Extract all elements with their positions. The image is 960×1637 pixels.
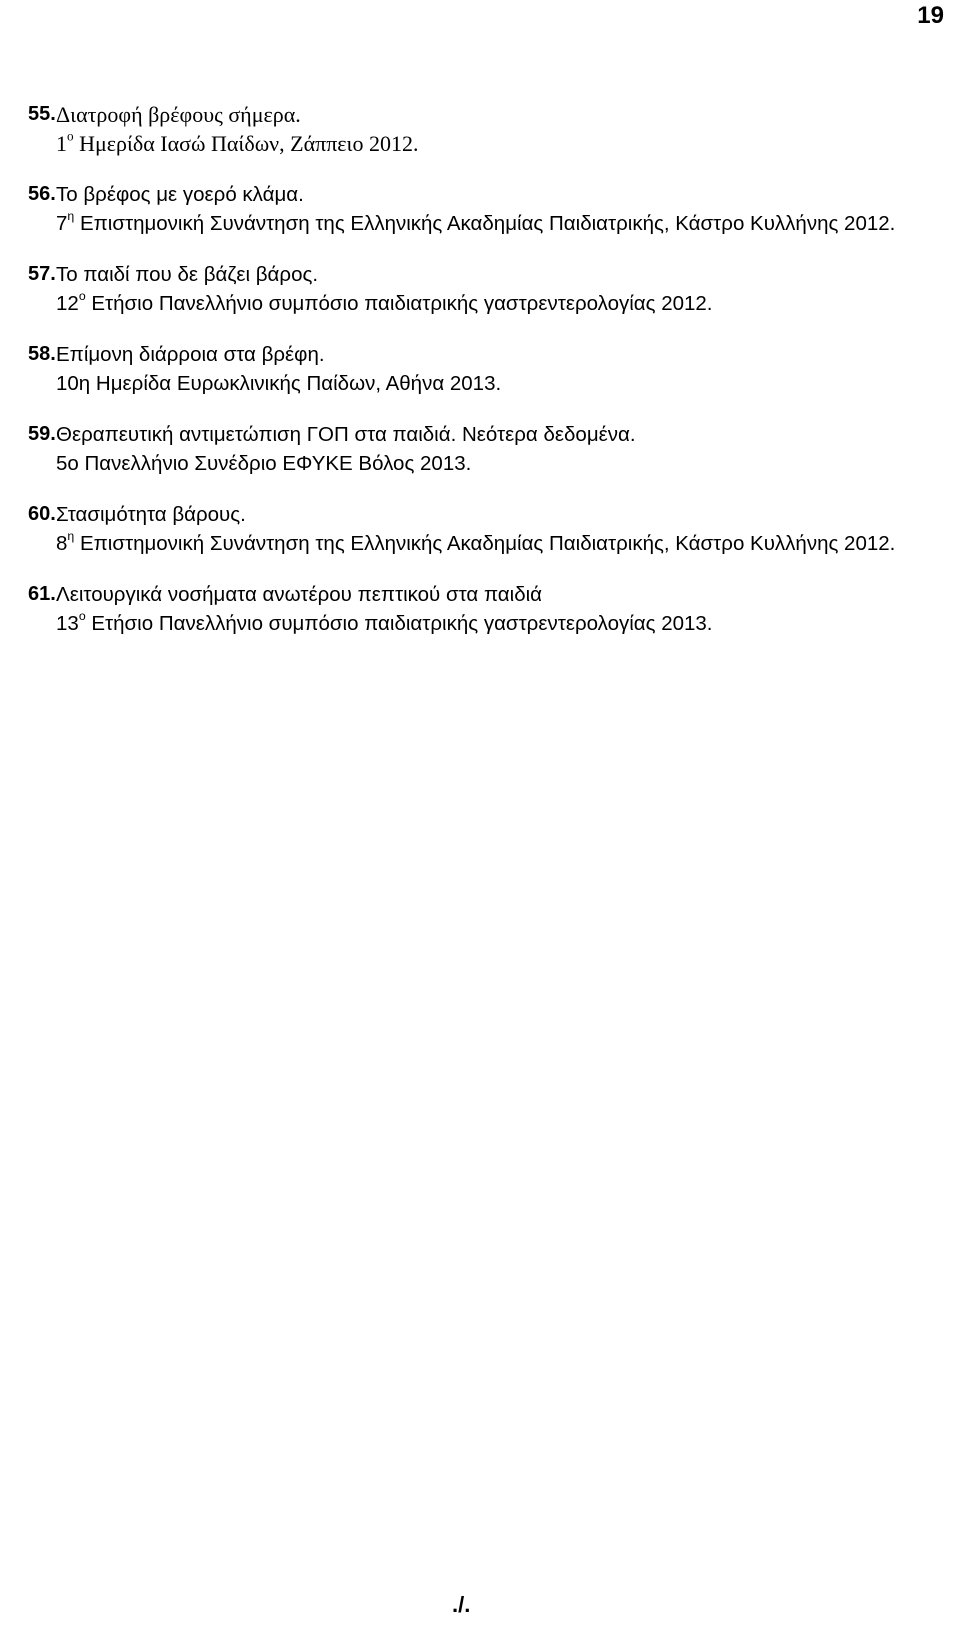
venue-ordinal-suffix: η — [67, 529, 75, 544]
entry-venue — [56, 209, 938, 238]
entry-number: 61. — [28, 583, 56, 605]
list-item — [28, 580, 938, 638]
closing-mark: ./. — [452, 1592, 471, 1617]
entry-number: 55. — [28, 103, 56, 125]
entry-title: Επίμονη διάρροια στα βρέφη. — [56, 343, 325, 366]
entry-title: Στασιμότητα βάρους. — [56, 503, 246, 526]
list-item — [28, 500, 938, 558]
entry-number: 56. — [28, 183, 56, 205]
venue-name: Επιστημονική Συνάντηση της Ελληνικής Ακαδημίας Παιδιατρικής, Κάστρο Κυλλήνης 2012. — [74, 212, 896, 235]
venue-name: Επιστημονική Συνάντηση της Ελληνικής Ακαδημίας Παιδιατρικής, Κάστρο Κυλλήνης 2012. — [74, 532, 896, 555]
list-item — [28, 180, 938, 238]
venue-ordinal: 1 — [56, 131, 67, 156]
list-item — [28, 100, 938, 158]
entry-venue — [56, 609, 938, 638]
entry-venue: 10η Ημερίδα Ευρωκλινικής Παίδων, Αθήνα 2013. — [56, 372, 502, 395]
venue-ordinal: 12 — [56, 292, 79, 315]
venue-ordinal-suffix: ο — [78, 609, 86, 624]
list-item — [28, 420, 938, 478]
entry-title: Το βρέφος με γοερό κλάμα. — [56, 183, 304, 206]
entry-venue — [56, 529, 938, 558]
page-number: 19 — [917, 2, 944, 29]
venue-name: Ετήσιο Πανελλήνιο συμπόσιο παιδιατρικής γαστρεντερολογίας 2013. — [85, 612, 713, 635]
venue-name: Ετήσιο Πανελλήνιο συμπόσιο παιδιατρικής γαστρεντερολογίας 2012. — [85, 292, 713, 315]
venue-ordinal-suffix: ο — [67, 128, 74, 144]
entry-venue — [56, 129, 938, 158]
entry-venue: 5ο Πανελλήνιο Συνέδριο ΕΦΥΚΕ Βόλος 2013. — [56, 452, 472, 475]
venue-name: Ημερίδα Ιασώ Παίδων, Ζάππειο 2012. — [73, 131, 419, 156]
venue-ordinal: 8 — [56, 532, 68, 555]
entry-number: 58. — [28, 343, 56, 365]
entry-title: Θεραπευτική αντιμετώπιση ΓΟΠ στα παιδιά. Νεότερα δεδομένα. — [56, 423, 636, 446]
venue-ordinal: 7 — [56, 212, 68, 235]
entry-number: 60. — [28, 503, 56, 525]
entry-number: 59. — [28, 423, 56, 445]
venue-ordinal-suffix: η — [67, 209, 75, 224]
entry-title: Λειτουργικά νοσήματα ανωτέρου πεπτικού στα παιδιά — [56, 583, 543, 606]
venue-ordinal-suffix: ο — [78, 289, 86, 304]
list-item — [28, 340, 938, 398]
entry-title: Το παιδί που δε βάζει βάρος. — [56, 263, 319, 286]
entry-venue — [56, 289, 938, 318]
presentation-list — [28, 100, 938, 660]
venue-ordinal: 13 — [56, 612, 79, 635]
entry-title: Διατροφή βρέφους σήμερα. — [56, 102, 301, 127]
list-item — [28, 260, 938, 318]
entry-number: 57. — [28, 263, 56, 285]
